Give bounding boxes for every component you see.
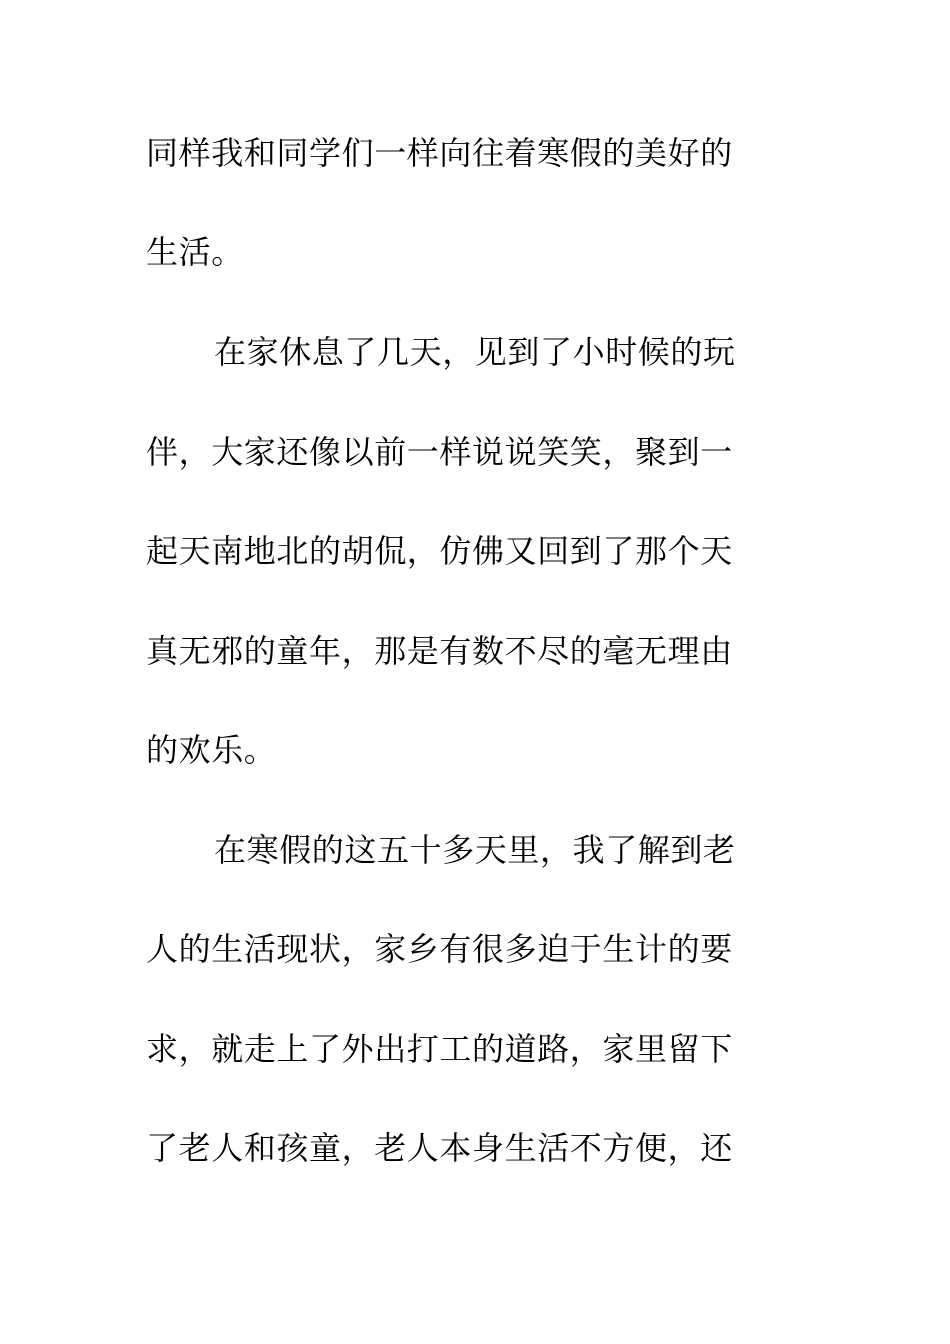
text-line: 生活。 bbox=[146, 233, 244, 271]
text-line: 了老人和孩童，老人本身生活不方便，还 bbox=[146, 1129, 733, 1167]
text-line: 真无邪的童年，那是有数不尽的毫无理由 bbox=[146, 632, 733, 670]
paragraph-first-line: 在寒假的这五十多天里，我了解到老 bbox=[214, 831, 736, 869]
text-line: 求，就走上了外出打工的道路，家里留下 bbox=[146, 1030, 733, 1068]
paragraph-first-line: 在家休息了几天，见到了小时候的玩 bbox=[214, 333, 736, 371]
text-line: 起天南地北的胡侃，仿佛又回到了那个天 bbox=[146, 532, 733, 570]
text-line: 同样我和同学们一样向往着寒假的美好的 bbox=[146, 134, 733, 172]
text-line: 伴，大家还像以前一样说说笑笑，聚到一 bbox=[146, 433, 733, 471]
text-line: 人的生活现状，家乡有很多迫于生计的要 bbox=[146, 930, 733, 968]
text-line: 的欢乐。 bbox=[146, 731, 277, 769]
